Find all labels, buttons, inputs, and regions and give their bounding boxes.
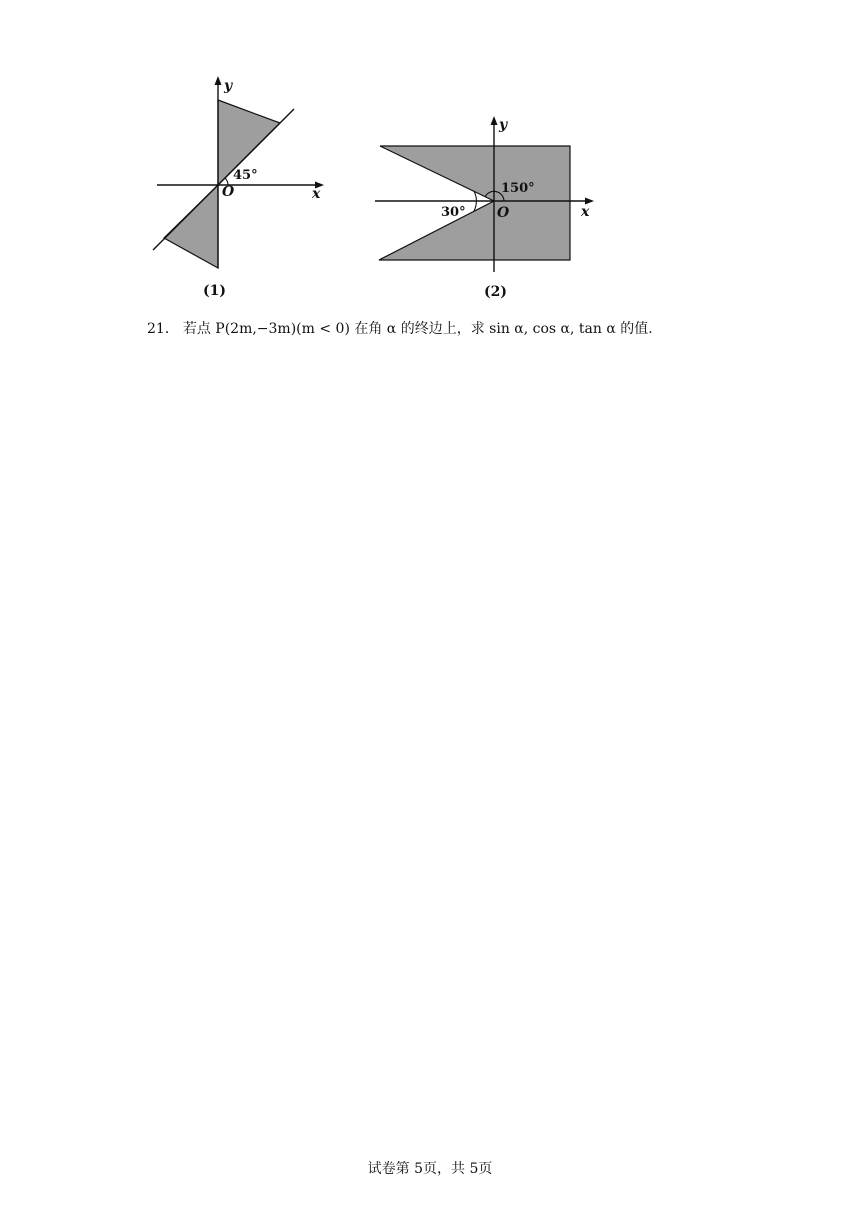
angle-label-150: 150° bbox=[501, 181, 535, 196]
x-axis-label: x bbox=[581, 204, 590, 220]
y-arrow bbox=[491, 116, 498, 125]
question-text: 若点 P(2m,−3m)(m < 0) 在角 α 的终边上，求 sin α, cos α, tan α 的值. bbox=[182, 321, 653, 337]
figure-1 bbox=[140, 70, 340, 305]
origin-label: O bbox=[497, 205, 510, 221]
figure-2 bbox=[365, 110, 605, 305]
question-number: 21． bbox=[147, 321, 179, 337]
origin-label: O bbox=[222, 184, 235, 200]
y-axis-label: y bbox=[224, 78, 233, 94]
page-footer: 试卷第 5页，共 5页 bbox=[367, 1161, 493, 1177]
x-axis-label: x bbox=[312, 186, 321, 202]
angle-label-45: 45° bbox=[233, 168, 258, 183]
y-arrow bbox=[215, 76, 222, 85]
shaded-region bbox=[379, 146, 570, 260]
shaded-region-lower bbox=[164, 185, 218, 268]
figure-caption: (1) bbox=[203, 283, 226, 299]
y-axis-label: y bbox=[499, 117, 508, 133]
angle-label-30: 30° bbox=[441, 205, 466, 220]
question-21 bbox=[147, 318, 827, 340]
figure-caption: (2) bbox=[484, 284, 507, 300]
